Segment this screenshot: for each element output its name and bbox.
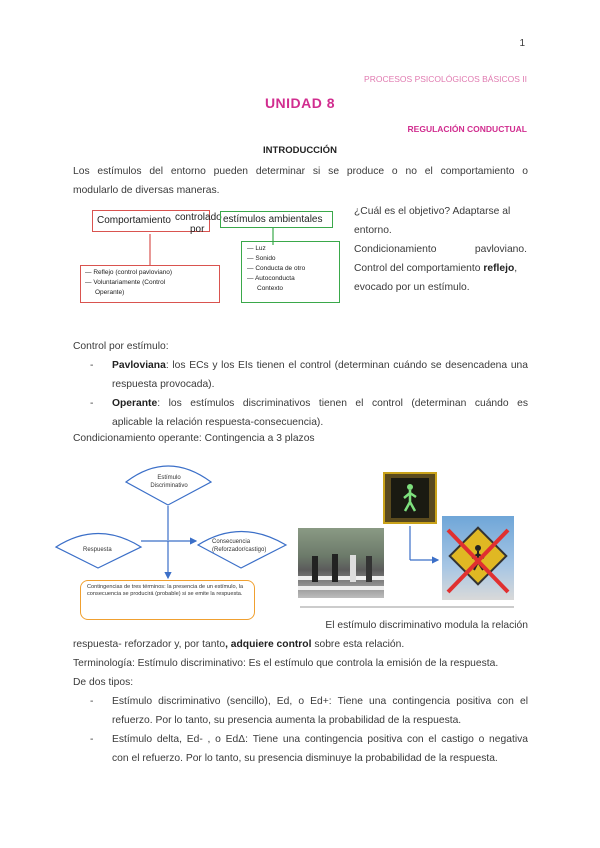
term-item-ed-plus: - Estímulo discriminativo (sencillo), Ed, o Ed+: Tiene una contingencia positiva con el refuerzo. Por lo tanto, su presencia aumenta la probabilidad de la respuesta. [90, 692, 528, 730]
aside-evoked-line: evocado por un estímulo. [354, 282, 470, 293]
aside-question-1: ¿Cuál es el objetivo? Adaptarse al [354, 206, 511, 217]
response-label: Respuesta [83, 547, 112, 553]
section-title: INTRODUCCIÓN [263, 145, 337, 156]
behavior-item-1: — Reflejo (control pavloviano) [85, 269, 173, 276]
terminology-line-1: Terminología: Estímulo discriminativo: Es el estímulo que controla la emisión de la respuesta. [73, 658, 499, 669]
behavior-label: Comportamiento [97, 215, 171, 226]
terminology-list [90, 692, 528, 768]
stimulus-item-2: — Sonido [247, 255, 276, 262]
behavior-item-2: — Voluntariamente (Control [85, 279, 166, 286]
term-item-ed-delta: - Estímulo delta, Ed- , o EdΔ: Tiene una contingencia positiva con el castigo o negativa con el refuerzo. Por lo tanto, su presencia disminuye la probabilidad de la respuesta. [90, 730, 528, 768]
discriminative-stimulus-label: Estímulo Discriminativo [150, 475, 188, 489]
intro-line-2: modularlo de diversas maneras. [73, 185, 220, 196]
stimulus-item-1: — Luz [247, 245, 266, 252]
course-title: PROCESOS PSICOLÓGICOS BÁSICOS II [364, 74, 527, 84]
stimulus-item-4: — Autoconducta [247, 275, 295, 282]
aside-reflex-line: Control del comportamiento reflejo, [354, 263, 518, 274]
photo-caption-line-2: respuesta- reforzador y, por tanto, adquiere control sobre esta relación. [73, 639, 405, 650]
control-item-pavlovian: - Pavloviana: los ECs y los EIs tienen el control (determinan cuándo se desencadena una respuesta provocada). [90, 356, 528, 394]
stimulus-item-3: — Conducta de otro [247, 265, 306, 272]
consequence-label: Consecuencia (Reforzador/castigo) [212, 539, 267, 553]
behavior-item-3: Operante) [95, 289, 125, 296]
stimuli-label: estímulos ambientales [223, 214, 323, 225]
by-label: por [190, 224, 205, 235]
terminology-line-2: De dos tipos: [73, 677, 134, 688]
aside-conditioning-b: pavloviano. [474, 244, 527, 255]
contingency-text: Contingencias de tres términos: la presencia de un estímulo, la consecuencia se producirá (probable) si se emite la respuesta. [87, 584, 244, 597]
intro-line-1: Los estímulos del entorno pueden determinar si se produce o no el comportamiento o [73, 166, 528, 177]
unit-title: UNIDAD 8 [264, 95, 336, 111]
aside-conditioning-a: Condicionamiento [354, 244, 437, 255]
unit-subtitle: REGULACIÓN CONDUCTUAL [407, 124, 527, 134]
aside-question-2: entorno. [354, 225, 392, 236]
operant-heading: Condicionamiento operante: Contingencia a 3 plazos [73, 433, 315, 444]
stimulus-item-5: Contexto [257, 285, 284, 292]
controlled-label: controlado [175, 212, 222, 223]
control-item-operant: - Operante: los estímulos discriminativos tienen el control (determinan cuándo es aplicable la relación respuesta-consecuencia). [90, 394, 528, 432]
control-heading: Control por estímulo: [73, 341, 169, 352]
page-number: 1 [519, 38, 525, 49]
photo-caption-line-1: El estímulo discriminativo modula la relación [325, 620, 528, 631]
